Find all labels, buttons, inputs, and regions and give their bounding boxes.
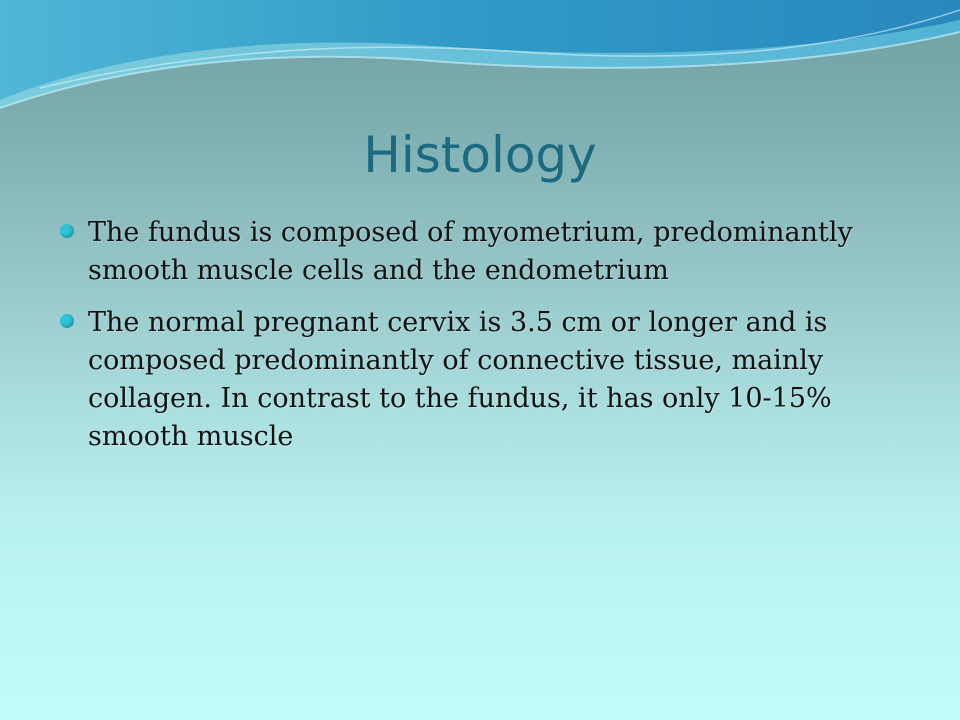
bullet-text: The normal pregnant cervix is 3.5 cm or longer and is composed predominantly of connective tissue, mainly collagen. In contrast to the fundus, it has only 10-15% smooth muscle — [88, 307, 832, 452]
bullet-item-fundus — [58, 214, 918, 290]
header-wave-decoration — [0, 0, 960, 130]
bullet-text: The fundus is composed of myometrium, predominantly smooth muscle cells and the endometrium — [88, 217, 853, 286]
slide-title: Histology — [363, 126, 597, 184]
bullet-list — [58, 214, 918, 470]
bullet-dot-icon — [60, 224, 74, 238]
bullet-dot-icon — [60, 314, 74, 328]
bullet-item-cervix — [58, 304, 918, 456]
